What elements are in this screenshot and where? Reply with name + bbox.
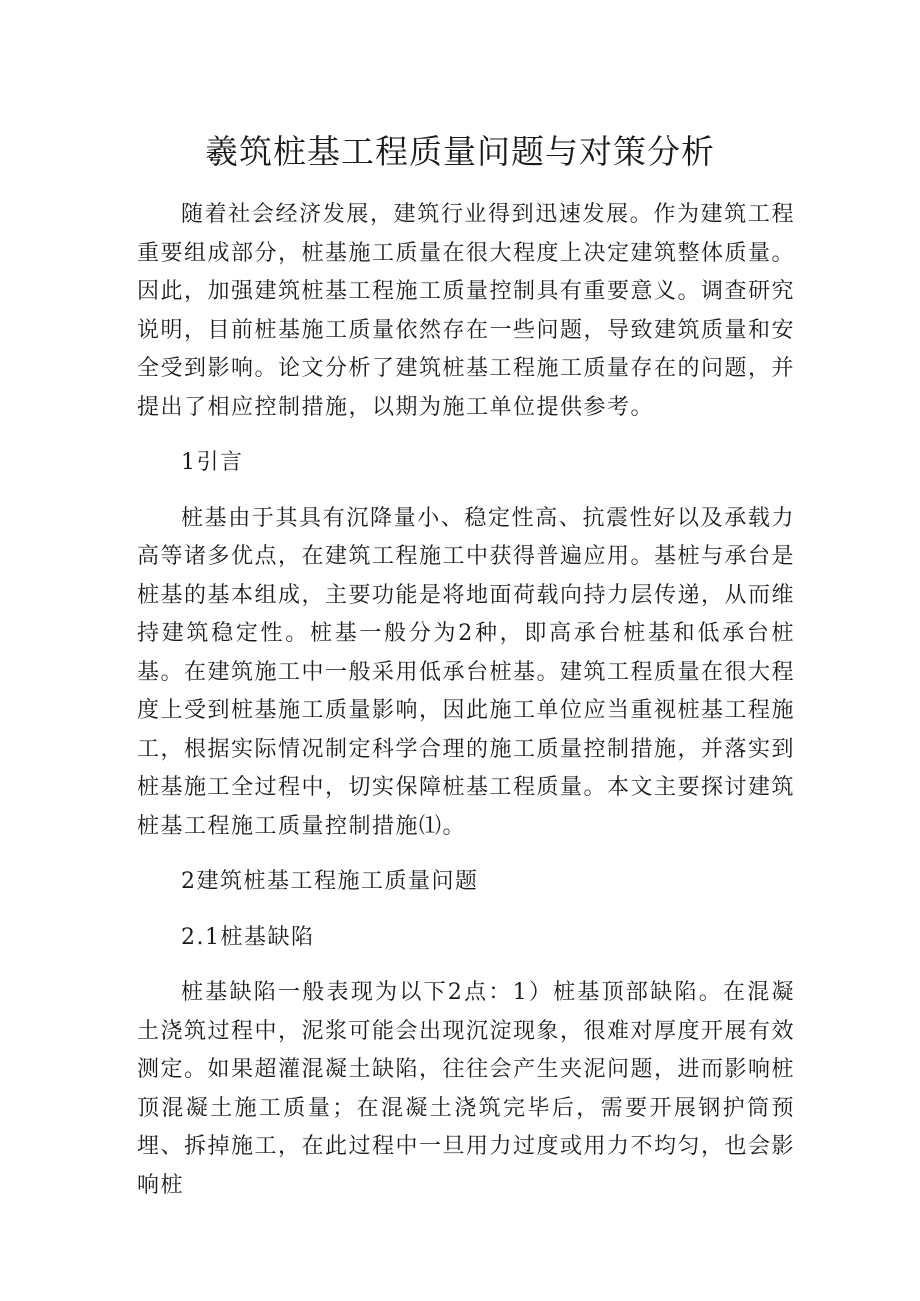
intro-paragraph: 随着社会经济发展，建筑行业得到迅速发展。作为建筑工程重要组成部分，桩基施工质量在很大程度上决定建筑整体质量。因此，加强建筑桩基工程施工质量控制具有重要意义。调查研究说明，目前桩基施工质量依然存在一些问题，导致建筑质量和安全受到影响。论文分析了建筑桩基工程施工质量存在的问题，并提出了相应控制措施，以期为施工单位提供参考。: [137, 202, 796, 420]
subsection-2-1-paragraph: 桩基缺陷一般表现为以下2点：1）桩基顶部缺陷。在混凝土浇筑过程中，泥浆可能会出现沉淀现象，很难对厚度开展有效测定。如果超灌混凝土缺陷，往往会产生夹泥问题，进而影响桩顶混凝土施工质量；在混凝土浇筑完毕后，需要开展钢护筒预埋、拆掉施工，在此过程中一旦用力过度或用力不均匀，也会影响桩: [137, 980, 796, 1198]
section-heading-2: 2建筑桩基工程施工质量问题: [181, 869, 479, 894]
section-heading-1: 1引言: [181, 450, 244, 475]
document-body: [137, 196, 795, 1222]
subsection-heading-2-1: 2.1桩基缺陷: [181, 924, 315, 950]
document-title: 羲筑桩基工程质量问题与对策分析: [205, 132, 715, 171]
section-1-paragraph: 桩基由于其具有沉降量小、稳定性高、抗震性好以及承载力高等诸多优点，在建筑工程施工中获得普遍应用。基桩与承台是桩基的基本组成，主要功能是将地面荷载向持力层传递，从而维持建筑稳定性。桩基一般分为2种，即高承台桩基和低承台桩基。在建筑施工中一般采用低承台桩基。建筑工程质量在很大程度上受到桩基施工质量影响，因此施工单位应当重视桩基工程施工，根据实际情况制定科学合理的施工质量控制措施，并落实到桩基施工全过程中，切实保障桩基工程质量。本文主要探讨建筑桩基工程施工质量控制措施⑴。: [137, 505, 796, 839]
